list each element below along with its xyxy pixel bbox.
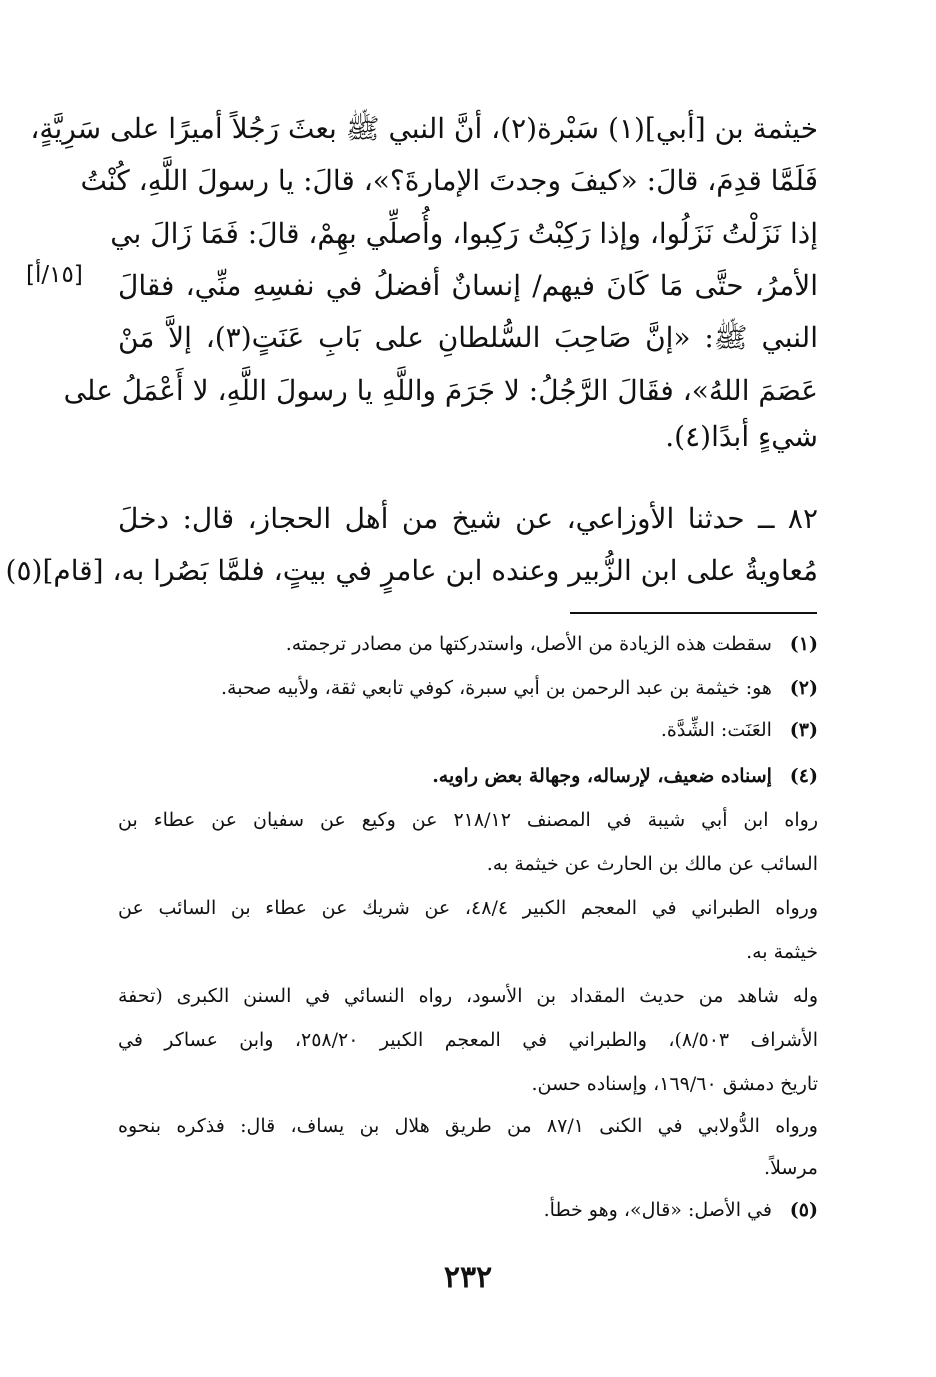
main-text-line: الأمرُ، حتَّى مَا كَانَ فيهم/ إنسانٌ أفضلُ في نفسِهِ منِّي، فقالَ	[118, 269, 818, 302]
footnote-4-line: رواه ابن أبي شيبة في المصنف ٢١٨/١٢ عن وكيع عن سفيان عن عطاء بن	[118, 809, 818, 831]
footnote-4-line: خيثمة به.	[746, 941, 818, 963]
footnote-4-line: تاريخ دمشق ١٦٩/٦٠، وإسناده حسن.	[531, 1073, 818, 1095]
footnote-2	[118, 674, 818, 702]
main-text-line: النبي ﷺ: «إنَّ صَاحِبَ السُّلطانِ على بَابِ عَنَتٍ(٣)، إلاَّ مَنْ	[118, 321, 818, 354]
main-text-line: شيءٍ أبدًا(٤).	[665, 420, 818, 453]
footnote-5	[118, 1196, 818, 1224]
footnote-number: (١)	[789, 633, 818, 655]
footnote-text: سقطت هذه الزيادة من الأصل، واستدركتها من مصادر ترجمته.	[285, 633, 772, 655]
main-text-line: خيثمة بن [أبي](١) سَبْرة(٢)، أنَّ النبي ﷺ بعثَ رَجُلاً أميرًا على سَرِيَّةٍ،	[30, 112, 818, 145]
footnote-text: العَنَت: الشِّدَّة.	[660, 719, 772, 741]
footnote-text: إسناده ضعيف، لإرساله، وجهالة بعض راويه.	[432, 765, 772, 787]
footnote-4	[118, 762, 818, 790]
footnote-text: في الأصل: «قال»، وهو خطأ.	[543, 1199, 772, 1221]
hadith-82-line: ٨٢ ــ حدثنا الأوزاعي، عن شيخ من أهل الحجاز، قال: دخلَ	[118, 502, 818, 535]
main-text-line: فَلَمَّا قدِمَ، قالَ: «كيفَ وجدتَ الإمارةَ؟»، قالَ: يا رسولَ اللَّهِ، كُنْتُ	[80, 164, 818, 197]
footnote-4-line: السائب عن مالك بن الحارث عن خيثمة به.	[486, 853, 818, 875]
main-text-line: عَصَمَ اللهُ»، فقَالَ الرَّجُلُ: لا جَرَمَ واللَّهِ يا رسولَ اللَّهِ، لا أَعْمَلُ على	[63, 374, 818, 407]
footnote-4-line: ورواه الطبراني في المعجم الكبير ٤٨/٤، عن شريك عن عطاء بن السائب عن	[118, 897, 818, 919]
footnote-number: (٥)	[789, 1199, 818, 1221]
footnote-number: (٢)	[789, 677, 818, 699]
footnote-text: هو: خيثمة بن عبد الرحمن بن أبي سبرة، كوفي تابعي ثقة، ولأبيه صحبة.	[220, 677, 772, 699]
footnote-4-line: ورواه الدُّولابي في الكنى ٨٧/١ من طريق هلال بن يساف، قال: فذكره بنحوه	[118, 1115, 818, 1137]
footnote-3	[118, 716, 818, 744]
main-text-line: إذا نَزَلْتُ نَزَلُوا، وإذا رَكِبْتُ رَكِبوا، وأُصلِّي بهِمْ، قالَ: فَمَا زَالَ بي	[110, 217, 818, 250]
footnote-separator	[570, 612, 817, 614]
page-number: ٢٣٢	[443, 1260, 493, 1295]
footnote-1	[118, 630, 818, 658]
footnote-number: (٤)	[789, 765, 818, 787]
footnote-4-line: الأشراف ٨/٥٠٣)، والطبراني في المعجم الكبير ٢٥٨/٢٠، وابن عساكر في	[118, 1029, 818, 1051]
manuscript-folio-ref: [١٥/أ]	[26, 262, 83, 288]
footnote-number: (٣)	[789, 719, 818, 741]
footnote-4-line: مرسلاً.	[764, 1157, 818, 1179]
footnote-4-line: وله شاهد من حديث المقداد بن الأسود، رواه النسائي في السنن الكبرى (تحفة	[118, 985, 818, 1007]
hadith-82-line: مُعاويةُ على ابن الزُّبير وعنده ابن عامرٍ في بيتٍ، فلمَّا بَصُرا به، [قام](٥)	[5, 554, 818, 587]
